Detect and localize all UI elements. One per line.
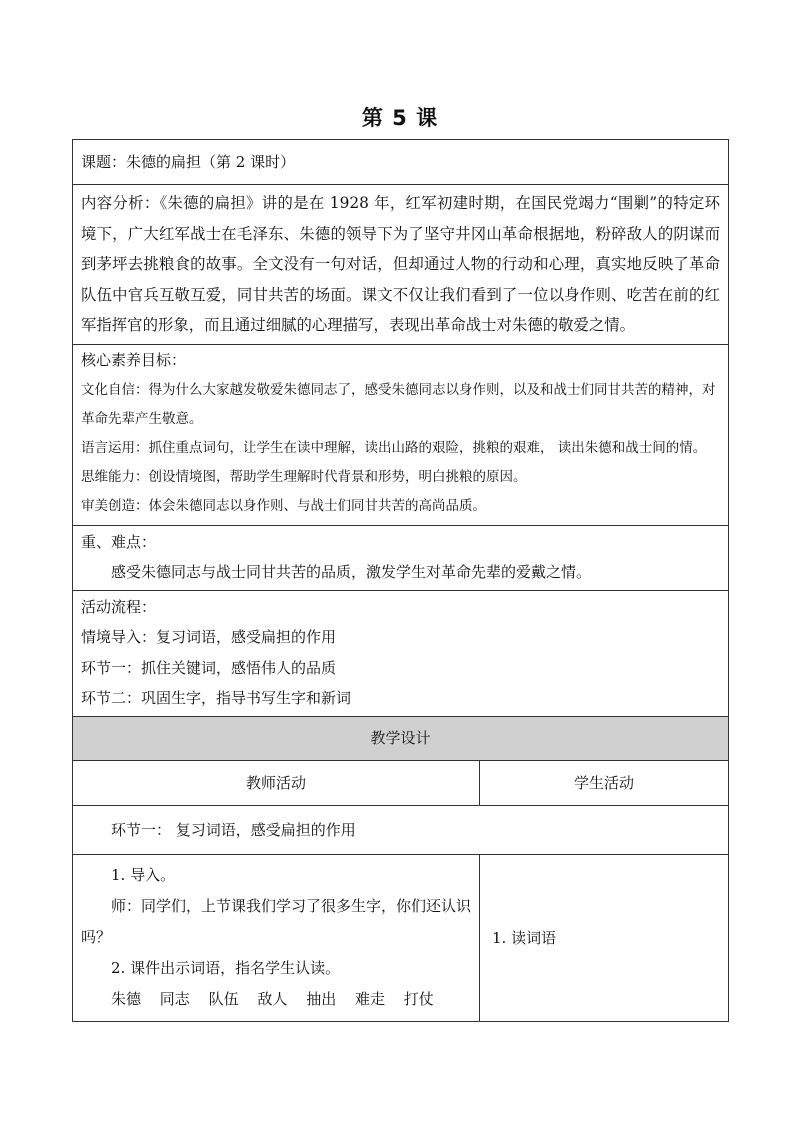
teaching-design-header: 教学设计 [73,716,729,760]
student-activity-header: 学生活动 [480,760,729,805]
goal-thinking: 思维能力：创设情境图，帮助学生理解时代背景和形势，明白挑粮的原因。 [81,468,527,485]
word-item: 抽出 [306,989,337,1008]
student-activity-content: 1. 读词语 [480,854,729,1021]
word-item: 队伍 [208,989,239,1008]
page-title: 第 5 课 [361,106,439,130]
core-heading: 核心素养目标： [81,350,187,369]
word-item: 打仗 [403,989,434,1008]
teacher-activity-header: 教师活动 [73,760,480,805]
core-literacy-goals [73,344,729,525]
teacher-speech: 师：同学们，上节课我们学习了很多生字，你们还认识吗？ [81,896,472,946]
content-analysis: 内容分析：《朱德的扁担》讲的是在 1928 年，红军初建时期，在国民党竭力“围剿”的特定环境下，广大红军战士在毛泽东、朱德的领导下为了坚守井冈山革命根据地，粉碎敌人的阴谋而到茅坪去挑粮食的故事。全文没有一句对话，但却通过人物的行动和心理，真实地反映了革命队伍中官兵互敬互爱，同甘共苦的场面。课文不仅让我们看到了一位以身作则、吃苦在前的红军指挥官的形象，而且通过细腻的心理描写，表现出革命战士对朱德的敬爱之情。 [73,185,729,345]
goal-culture: 文化自信：得为什么大家越发敬爱朱德同志了，感受朱德同志以身作则，以及和战士们同甘共苦的精神，对革命先辈产生敬意。 [81,381,716,427]
lesson-plan-table [72,139,729,1022]
flow-item: 环节一：抓住关键词，感悟伟人的品质 [81,658,337,677]
word-item: 敌人 [257,989,288,1008]
flow-item: 环节二：巩固生字，指导书写生字和新词 [81,689,352,707]
teacher-intro: 1. 导入。 [111,865,176,884]
goal-aesthetic: 审美创造：体会朱德同志以身作则、与战士们同甘共苦的高尚品质。 [81,497,486,514]
word-item: 难走 [354,989,385,1008]
focus-body: 感受朱德同志与战士同甘共苦的品质，激发学生对革命先辈的爱戴之情。 [111,562,592,581]
word-item: 同志 [159,989,190,1008]
topic-cell: 课题：朱德的扁担（第 2 课时） [73,140,729,185]
flow-heading: 活动流程： [81,597,157,616]
focus-heading: 重、难点： [81,532,157,551]
key-difficult-points [73,525,729,590]
word-list [111,984,471,1015]
goal-language: 语言运用：抓住重点词句，让学生在读中理解，读出山路的艰险，挑粮的艰难， 读出朱德和战士间的情。 [81,439,707,456]
step-one-title: 环节一： 复习词语，感受扁担的作用 [73,805,729,854]
activity-flow [73,590,729,716]
teacher-activity-content [73,854,480,1021]
teacher-show-words: 2. 课件出示词语，指名学生认读。 [111,958,341,977]
flow-item: 情境导入：复习词语，感受扁担的作用 [81,628,337,646]
word-item: 朱德 [111,989,142,1008]
